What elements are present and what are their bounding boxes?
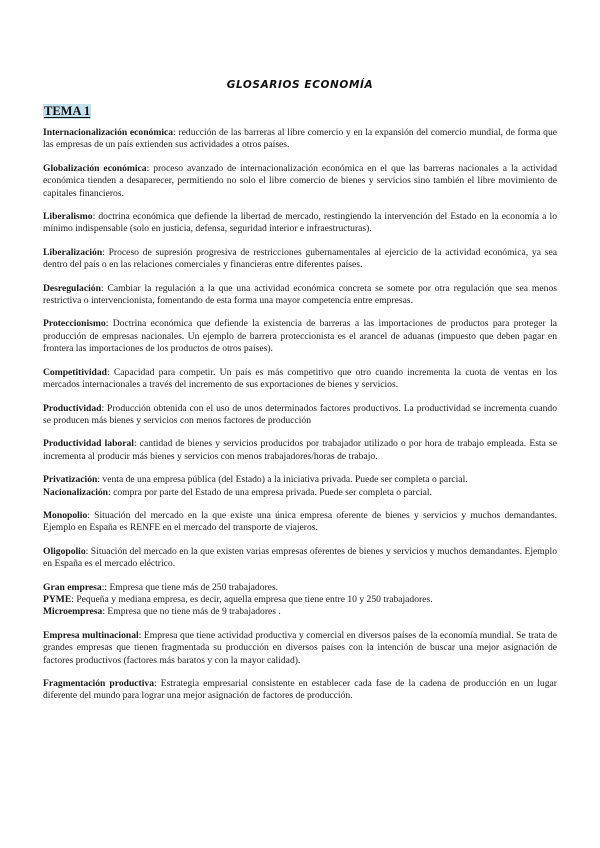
glossary-term: PYME bbox=[43, 593, 72, 605]
glossary-entry-privatizacion bbox=[43, 474, 557, 486]
glossary-term: Proteccionismo bbox=[43, 318, 106, 330]
glossary-definition: : cantidad de bienes y servicios producidos por trabajador utilizado o por hora de trabajo empleada. Esta se incrementa al producir más bienes y servicios con menos trabajadores/horas de trabajo. bbox=[43, 438, 557, 462]
glossary-term: Empresa multinacional bbox=[43, 629, 139, 641]
glossary-term: Competitividad bbox=[43, 366, 107, 378]
glossary-term: Privatización bbox=[43, 474, 98, 486]
glossary-term: Fragmentación productiva bbox=[43, 678, 155, 689]
glossary-term: Desregulación bbox=[43, 282, 101, 294]
glossary-definition: : reducción de las barreras al libre comercio y en la expansión del comercio mundial, de forma que las empresas de un país extienden sus actividades a otros países. bbox=[43, 127, 557, 151]
glossary-term: Productividad laboral bbox=[43, 438, 134, 450]
glossary-entry-monopolio bbox=[43, 510, 557, 535]
glossary-term: Globalización económica bbox=[43, 162, 147, 174]
glossary-term: Nacionalización bbox=[43, 486, 109, 498]
glossary-term: Liberalización bbox=[43, 246, 103, 258]
glossary-entry-pyme bbox=[43, 594, 557, 606]
glossary-definition: : doctrina económica que defiende la libertad de mercado, restingiendo la intervención del Estado en la economía a lo mínimo indispensable (solo en justicia, defensa, seguridad interior e infraestructuras). bbox=[43, 211, 557, 235]
glossary-entry-internacionalizacion bbox=[43, 127, 557, 152]
glossary-term: Microempresa bbox=[43, 606, 103, 618]
document-title: GLOSARIOS ECONOMÍA bbox=[226, 79, 374, 91]
glossary-entry-globalizacion bbox=[43, 163, 557, 200]
glossary-entry-empresa-multinacional bbox=[43, 630, 557, 667]
glossary-definition: : Estrategia empresarial consistente en establecer cada fase de la cadena de producción en un lugar diferente del mundo para lograr una mejor asignación de factores de producción. bbox=[43, 678, 557, 702]
glossary-entry-liberalismo bbox=[43, 211, 557, 236]
glossary-list bbox=[43, 127, 557, 714]
glossary-definition: : Empresa que no tiene más de 9 trabajadores . bbox=[102, 606, 281, 618]
glossary-definition: : Producción obtenida con el uso de unos determinados factores productivos. La productividad se incrementa cuando se producen más bienes y servicios con menos factores de producción bbox=[43, 402, 557, 426]
glossary-entry-proteccionismo bbox=[43, 318, 557, 355]
glossary-definition: : Empresa que tiene actividad productiva y comercial en diversos países de la economía mundial. Se trata de grandes empresas que tienen fragmentada su producción en diversos países con la intención de buscar una mejor asignación de factores productivos (factores más baratos y con la mayor calidad). bbox=[43, 629, 557, 666]
glossary-term: Productividad bbox=[43, 402, 102, 414]
glossary-definition: :: Empresa que tiene más de 250 trabajadores. bbox=[101, 581, 279, 593]
glossary-term: Gran empresa bbox=[43, 581, 102, 593]
glossary-entry-competitividad bbox=[43, 367, 557, 392]
glossary-entry-oligopolio bbox=[43, 546, 557, 571]
glossary-entry-microempresa bbox=[43, 606, 557, 618]
glossary-definition: : Situación del mercado en la que existen varias empresas oferentes de bienes y servicios y muchos demandantes. Ejemplo en España es el mercado eléctrico. bbox=[43, 545, 557, 570]
glossary-entry-desregulacion bbox=[43, 283, 557, 308]
glossary-entry-gran-empresa bbox=[43, 582, 557, 594]
glossary-definition: : Situación del mercado en la que existe una única empresa oferente de bienes y servicios y muchos demandantes. Ejemplo en España es RENFE en el mercado del transporte de viajeros. bbox=[43, 509, 557, 534]
glossary-definition: : Pequeña y mediana empresa, es decir, aquella empresa que tiene entre 10 y 250 trabajadores. bbox=[71, 593, 433, 605]
glossary-definition: : Doctrina económica que defiende la existencia de barreras a las importaciones de productos para proteger la producción de empresas nacionales. Un ejemplo de barrera proteccionista es el arancel de aduanas (impuesto que deben pagar en frontera las importaciones de los productos de otros países). bbox=[43, 318, 557, 355]
glossary-entry-fragmentacion-productiva bbox=[43, 678, 557, 703]
glossary-entry-nacionalizacion bbox=[43, 487, 557, 499]
section-heading: TEMA 1 bbox=[44, 104, 91, 118]
glossary-term: Internacionalización económica bbox=[43, 127, 174, 138]
glossary-definition: : Capacidad para competir. Un país es más competitivo que otro cuando incrementa la cuota de ventas en los mercados internacionales a través del incremento de sus exportaciones de bienes y servicios. bbox=[43, 366, 557, 391]
glossary-term: Liberalismo bbox=[43, 211, 93, 223]
glossary-definition: : Cambiar la regulación a la que una actividad económica concreta se somete por otra regulación que sea menos restrictiva o intervencionista, fomentando de esta forma una mayor competencia entre empresas. bbox=[43, 282, 557, 307]
glossary-definition: : venta de una empresa pública (del Estado) a la iniciativa privada. Puede ser completa o parcial. bbox=[97, 474, 468, 486]
glossary-definition: : compra por parte del Estado de una empresa privada. Puede ser completa o parcial. bbox=[108, 486, 432, 498]
glossary-entry-liberalizacion bbox=[43, 247, 557, 272]
glossary-definition: : proceso avanzado de internacionalización económica en el que las barreras nacionales a la actividad económica tienden a desaparecer, permitiendo no solo el libre comercio de bienes y servicios sino también el libre movimiento de capitales financieros. bbox=[43, 162, 557, 199]
glossary-entry-productividad bbox=[43, 403, 557, 428]
glossary-entry-productividad-laboral bbox=[43, 438, 557, 463]
glossary-term: Oligopolio bbox=[43, 545, 86, 557]
glossary-term: Monopolio bbox=[43, 509, 88, 521]
glossary-definition: : Proceso de supresión progresiva de restricciones gubernamentales al ejercicio de la actividad económica, ya sea dentro del país o en las relaciones comerciales y financieras entre diferentes países. bbox=[43, 246, 557, 271]
